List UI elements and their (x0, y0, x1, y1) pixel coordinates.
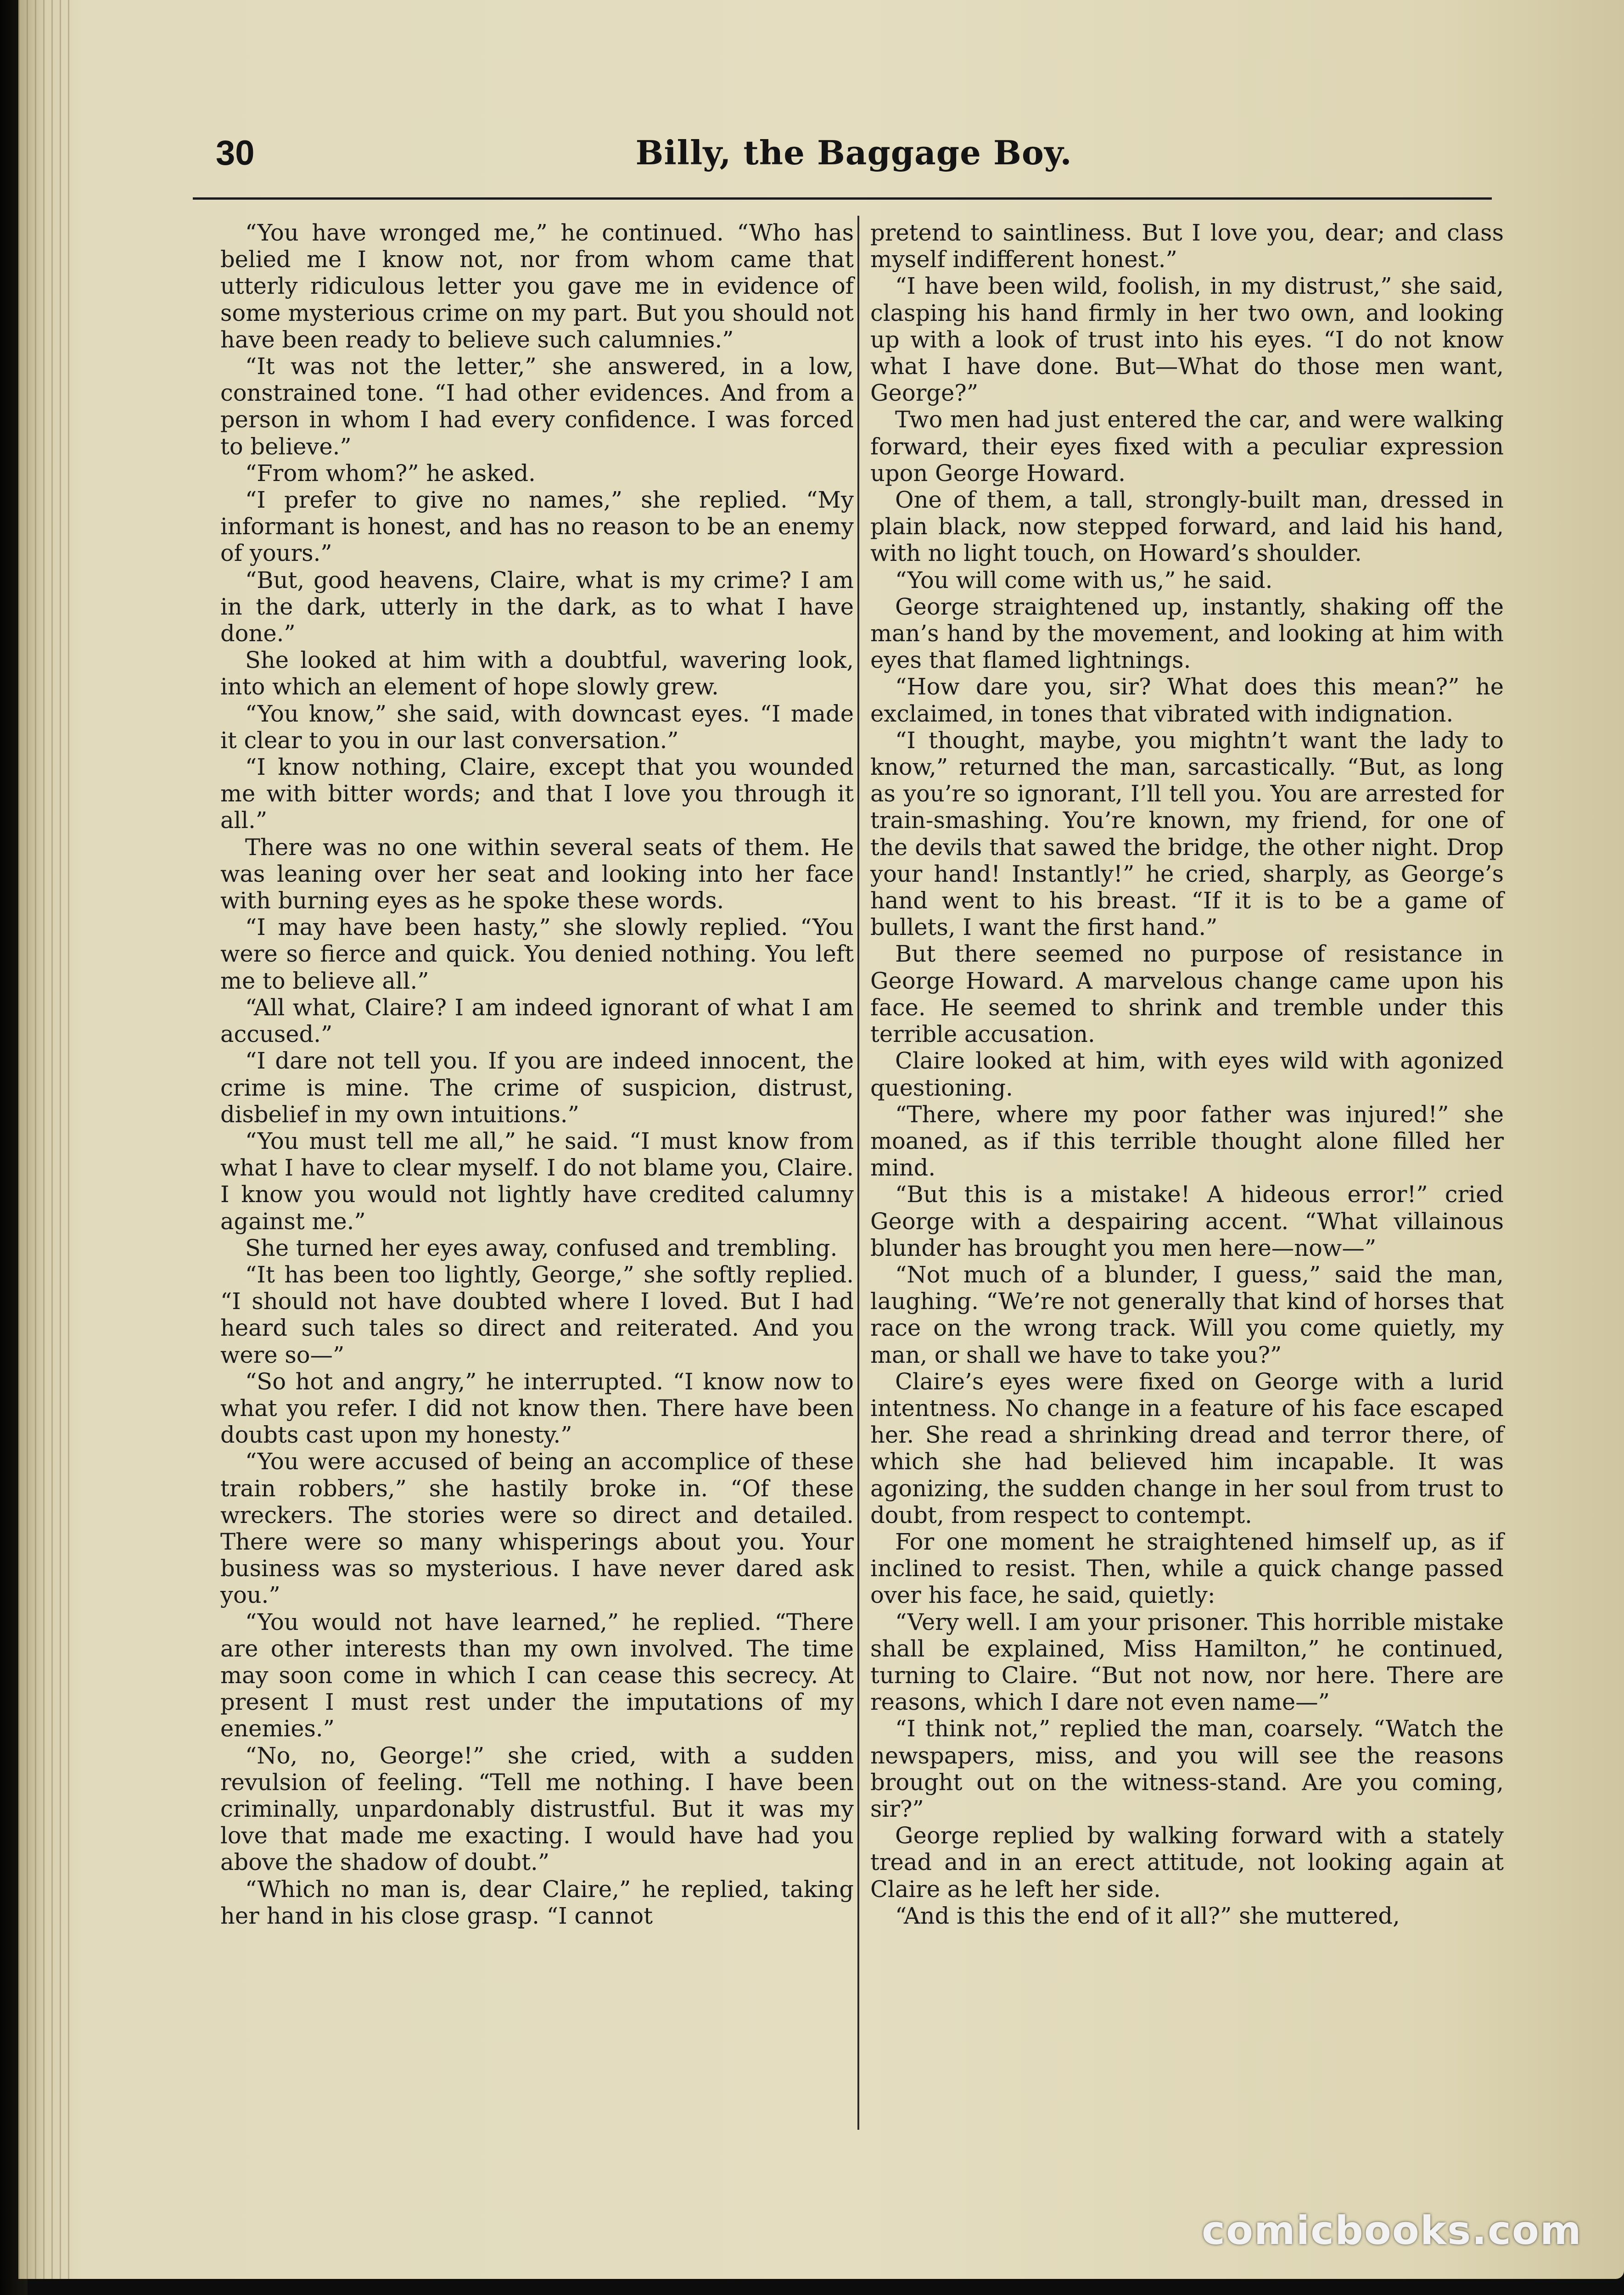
left-column (220, 219, 854, 1929)
column-divider (857, 216, 859, 2130)
paragraph: “All what, Claire? I am indeed ignorant of what I am accused.” (220, 994, 854, 1048)
paragraph: For one moment he straightened himself up, as if inclined to resist. Then, while a quick change passed over his face, he said, quietly: (870, 1528, 1504, 1609)
paragraph: “You would not have learned,” he replied. “There are other interests than my own involved. The time may soon come in which I can cease this secrecy. At present I must rest under the imputations of my enemies.” (220, 1608, 854, 1742)
paragraph: “I dare not tell you. If you are indeed innocent, the crime is mine. The crime of suspicion, distrust, disbelief in my own intuitions.” (220, 1047, 854, 1128)
paragraph: “There, where my poor father was injured!” she moaned, as if this terrible thought alone filled her mind. (870, 1101, 1504, 1181)
paragraph: “You have wronged me,” he continued. “Who has belied me I know not, nor from whom came that utterly ridiculous letter you gave me in evidence of some mysterious crime on my part. But you should not have been ready to believe such calumnies.” (220, 219, 854, 353)
paragraph: Claire looked at him, with eyes wild with agonized questioning. (870, 1047, 1504, 1101)
paragraph: She looked at him with a doubtful, wavering look, into which an element of hope slowly grew. (220, 647, 854, 700)
paragraph: “You will come with us,” he said. (895, 566, 1273, 593)
paragraph: “But this is a mistake! A hideous error!” cried George with a despairing accent. “What villainous blunder has brought you men here—now—” (870, 1181, 1504, 1261)
right-column (870, 219, 1504, 1929)
paragraph: “From whom?” he asked. (245, 459, 536, 487)
paragraph: “Very well. I am your prisoner. This horrible mistake shall be explained, Miss Hamilton,” he continued, turning to Claire. “But not now, nor here. There are reasons, which I dare not even name—” (870, 1608, 1504, 1716)
paragraph: She turned her eyes away, confused and trembling. (245, 1234, 838, 1261)
page-header (193, 133, 1515, 188)
paragraph: “No, no, George!” she cried, with a sudden revulsion of feeling. “Tell me nothing. I have been criminally, unpardonably distrustful. But it was my love that made me exacting. I would have had you above the shadow of doubt.” (220, 1742, 854, 1876)
paragraph: But there seemed no purpose of resistance in George Howard. A marvelous change came upon his face. He seemed to shrink and tremble under this terrible accusation. (870, 940, 1504, 1048)
header-rule (193, 197, 1492, 200)
paragraph: “Not much of a blunder, I guess,” said the man, laughing. “We’re not generally that kind of horses that race on the wrong track. Will you come quietly, my man, or shall we have to take you?” (870, 1261, 1504, 1368)
page-number: 30 (216, 134, 255, 173)
watermark: comicbooks.com (1202, 2208, 1582, 2254)
paragraph: “I know nothing, Claire, except that you wounded me with bitter words; and that I love you through it all.” (220, 754, 854, 834)
paragraph: “You were accused of being an accomplice of these train robbers,” she hastily broke in. “Of these wreckers. The stories were so direct and detailed. There were so many whisperings about you. Your business was so mysterious. I have never dared ask you.” (220, 1448, 854, 1609)
paragraph: “You know,” she said, with downcast eyes. “I made it clear to you in our last conversation.” (220, 700, 854, 754)
paragraph: Two men had just entered the car, and were walking forward, their eyes fixed with a peculiar expression upon George Howard. (870, 406, 1504, 487)
paragraph: “Which no man is, dear Claire,” he replied, taking her hand in his close grasp. “I cannot (220, 1875, 854, 1929)
paragraph: George replied by walking forward with a stately tread and in an erect attitude, not looking again at Claire as he left her side. (870, 1822, 1504, 1903)
paragraph: “And is this the end of it all?” she muttered, (895, 1902, 1400, 1929)
paragraph: George straightened up, instantly, shaking off the man’s hand by the movement, and looking at him with eyes that flamed lightnings. (870, 593, 1504, 674)
paragraph: “You must tell me all,” he said. “I must know from what I have to clear myself. I do not blame you, Claire. I know you would not lightly have credited calumny against me.” (220, 1127, 854, 1235)
paragraph: “It has been too lightly, George,” she softly replied. “I should not have doubted where I loved. But I had heard such tales so direct and reiterated. And you were so—” (220, 1261, 854, 1368)
paragraph: “I prefer to give no names,” she replied. “My informant is honest, and has no reason to be an enemy of yours.” (220, 487, 854, 567)
paragraph: pretend to saintliness. But I love you, dear; and class myself indifferent honest.” (870, 219, 1504, 273)
page-edges (18, 0, 73, 2279)
paragraph: “I thought, maybe, you mightn’t want the lady to know,” returned the man, sarcastically. “But, as long as you’re so ignorant, I’ll tell you. You are arrested for train-smashing. You’re known, my friend, for one of the devils that sawed the bridge, the other night. Drop your hand! Instantly!” he cried, sharply, as George’s hand went to his breast. “If it is to be a game of bullets, I want the first hand.” (870, 727, 1504, 941)
paragraph: “It was not the letter,” she answered, in a low, constrained tone. “I had other evidences. And from a person in whom I had every confidence. I was forced to believe.” (220, 353, 854, 460)
running-title: Billy, the Baggage Boy. (635, 133, 1072, 172)
paragraph: “How dare you, sir? What does this mean?” he exclaimed, in tones that vibrated with indignation. (870, 673, 1504, 727)
paragraph: “I think not,” replied the man, coarsely. “Watch the newspapers, miss, and you will see the reasons brought out on the witness-stand. Are you coming, sir?” (870, 1715, 1504, 1822)
paragraph: “But, good heavens, Claire, what is my crime? I am in the dark, utterly in the dark, as to what I have done.” (220, 566, 854, 647)
paragraph: There was no one within several seats of them. He was leaning over her seat and looking into her face with burning eyes as he spoke these words. (220, 834, 854, 914)
paragraph: “I have been wild, foolish, in my distrust,” she said, clasping his hand firmly in her two own, and looking up with a look of trust into his eyes. “I do not know what I have done. But—What do those men want, George?” (870, 273, 1504, 407)
paragraph: Claire’s eyes were fixed on George with a lurid intentness. No change in a feature of his face escaped her. She read a shrinking dread and terror there, of which she had believed him incapable. It was agonizing, the sudden change in her soul from trust to doubt, from respect to contempt. (870, 1368, 1504, 1528)
paragraph: “So hot and angry,” he interrupted. “I know now to what you refer. I did not know then. There have been doubts cast upon my honesty.” (220, 1368, 854, 1449)
paragraph: One of them, a tall, strongly-built man, dressed in plain black, now stepped forward, and laid his hand, with no light touch, on Howard’s shoulder. (870, 487, 1504, 567)
paragraph: “I may have been hasty,” she slowly replied. “You were so fierce and quick. You denied nothing. You left me to believe all.” (220, 914, 854, 994)
